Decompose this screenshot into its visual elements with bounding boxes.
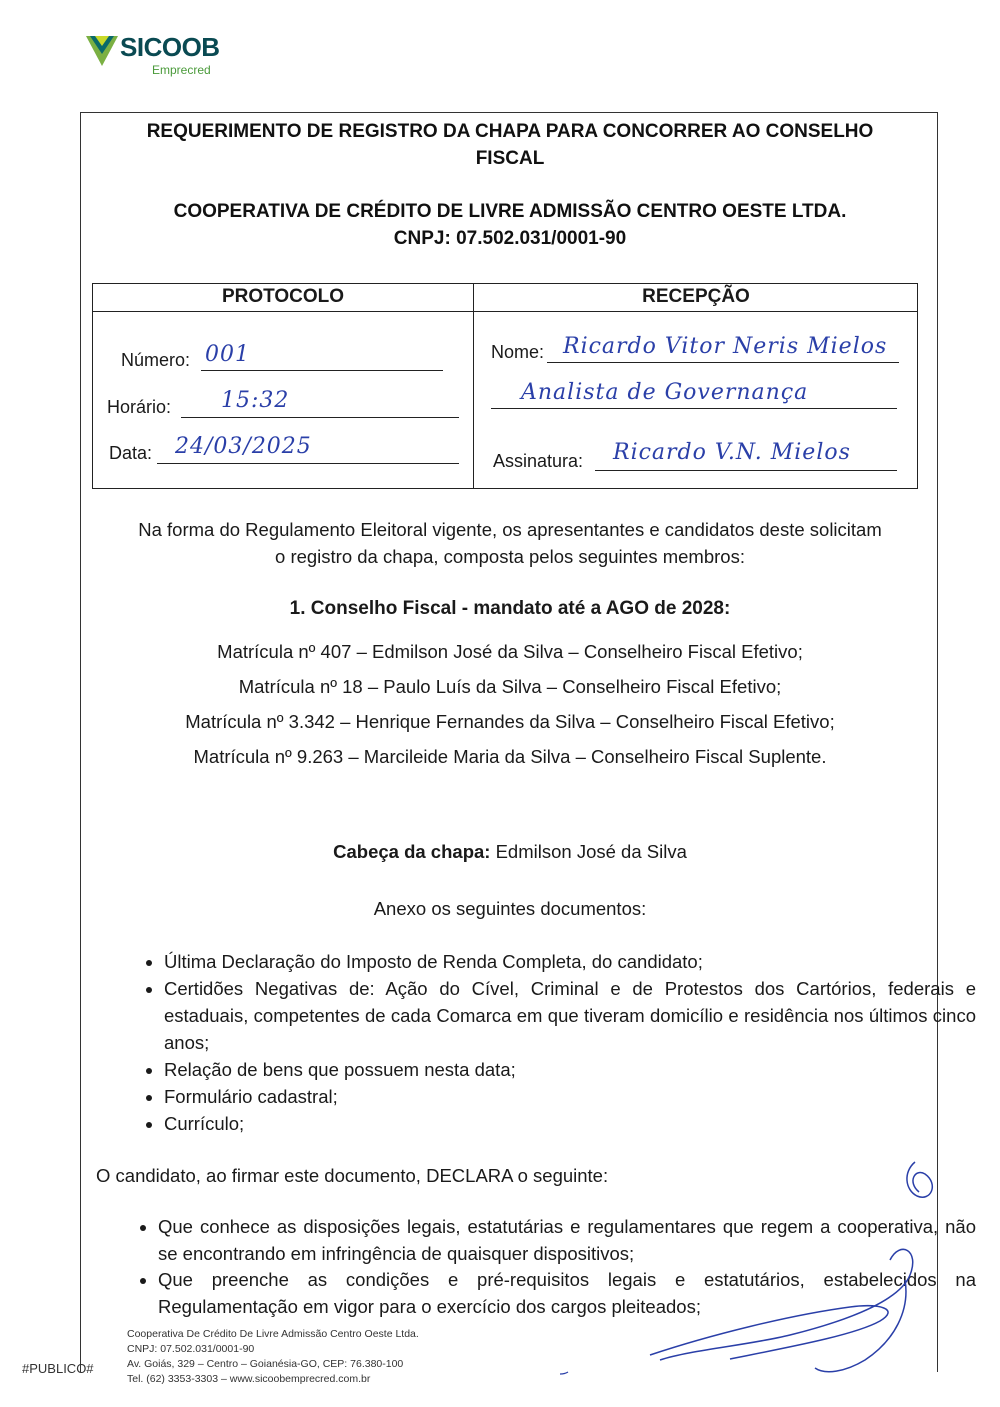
footer-line-3: Av. Goiás, 329 – Centro – Goianésia-GO, CEP: 76.380-100 xyxy=(127,1358,404,1370)
assinatura-label: Assinatura: xyxy=(493,451,584,471)
anexo-list xyxy=(124,948,976,1137)
horario-label: Horário: xyxy=(107,397,172,417)
numero-line xyxy=(201,370,443,371)
intro-line-1: Na forma do Regulamento Eleitoral vigente, os apresentantes e candidatos deste solicitam xyxy=(138,519,882,540)
sicoob-logo xyxy=(86,30,246,80)
footer-line-4: Tel. (62) 3353-3303 – www.sicoobemprecred.com.br xyxy=(127,1373,371,1385)
protocolo-header: PROTOCOLO xyxy=(221,286,345,307)
member-item: Matrícula nº 407 – Edmilson José da Silva – Conselheiro Fiscal Efetivo; xyxy=(217,641,803,662)
assinatura-line xyxy=(595,470,897,471)
cargo-line xyxy=(491,408,897,409)
title-line-2: FISCAL xyxy=(475,148,545,169)
horario-line xyxy=(181,417,459,418)
cabeca-chapa xyxy=(80,838,940,865)
anexo-item: • Formulário cadastral; xyxy=(164,1083,976,1110)
section-title: 1. Conselho Fiscal - mandato até a AGO de 2028: xyxy=(289,598,731,619)
publico-tag: #PUBLICO# xyxy=(22,1361,94,1376)
initials-signature xyxy=(560,1150,960,1400)
assinatura-value: Ricardo V.N. Mielos xyxy=(613,440,851,465)
horario-value: 15:32 xyxy=(221,388,290,413)
footer-line-1: Cooperativa De Crédito De Livre Admissão Centro Oeste Ltda. xyxy=(127,1328,419,1340)
title-line-1: REQUERIMENTO DE REGISTRO DA CHAPA PARA CONCORRER AO CONSELHO xyxy=(146,121,874,142)
member-item: Matrícula nº 18 – Paulo Luís da Silva – Conselheiro Fiscal Efetivo; xyxy=(238,676,782,697)
intro-paragraph xyxy=(80,516,940,570)
anexo-item: • Última Declaração do Imposto de Renda Completa, do candidato; xyxy=(164,948,976,975)
member-item: Matrícula nº 3.342 – Henrique Fernandes da Silva – Conselheiro Fiscal Efetivo; xyxy=(185,711,835,732)
data-value: 24/03/2025 xyxy=(175,434,312,459)
footer-address xyxy=(127,1327,419,1387)
anexo-item: • Relação de bens que possuem nesta data; xyxy=(164,1056,976,1083)
cabeca-value: Edmilson José da Silva xyxy=(495,841,687,862)
data-line xyxy=(157,463,459,464)
header-divider xyxy=(93,311,917,312)
cooperative-block xyxy=(80,198,940,252)
anexo-item: • Currículo; xyxy=(164,1110,976,1137)
recepcao-header: RECEPÇÃO xyxy=(642,286,750,307)
nome-value: Ricardo Vitor Neris Mielos xyxy=(563,334,888,359)
intro-line-2: o registro da chapa, composta pelos seguintes membros: xyxy=(275,546,745,567)
numero-label: Número: xyxy=(121,350,191,370)
cooperative-name: COOPERATIVA DE CRÉDITO DE LIVRE ADMISSÃO CENTRO OESTE LTDA. xyxy=(173,201,847,222)
footer-line-2: CNPJ: 07.502.031/0001-90 xyxy=(127,1343,255,1355)
logo-name: SICOOB xyxy=(120,32,220,62)
members-list xyxy=(80,634,940,774)
anexo-item: • Certidões Negativas de: Ação do Cível, Criminal e de Protestos dos Cartórios, federais e estaduais, competentes de cada Comarca em que tiveram domicílio e residência nos últimos cinco anos; xyxy=(164,975,976,1056)
protocol-table xyxy=(92,283,918,489)
anexo-heading: Anexo os seguintes documentos: xyxy=(373,898,647,919)
cargo-value: Analista de Governança xyxy=(521,380,809,405)
data-label: Data: xyxy=(109,443,153,463)
nome-label: Nome: xyxy=(491,342,545,362)
member-item: Matrícula nº 9.263 – Marcileide Maria da Silva – Conselheiro Fiscal Suplente. xyxy=(193,746,827,767)
cooperative-cnpj: CNPJ: 07.502.031/0001-90 xyxy=(393,228,627,249)
nome-line xyxy=(547,362,899,363)
declara-item: • Que conhece as disposições legais, estatutárias e regulamentares que regem a cooperativa, não se encontrando em infringência de quaisquer dispositivos; xyxy=(158,1214,976,1267)
declara-item: • Que preenche as condições e pré-requisitos legais e estatutários, estabelecidos na Regulamentação em vigor para o exercício dos cargos pleiteados; xyxy=(158,1267,976,1320)
logo-subtitle: Emprecred xyxy=(152,63,211,77)
sicoob-logo-icon xyxy=(86,34,118,68)
cabeca-label: Cabeça da chapa: xyxy=(333,841,491,862)
numero-value: 001 xyxy=(205,342,250,367)
declara-heading: O candidato, ao firmar este documento, DECLARA o seguinte: xyxy=(96,1165,609,1186)
column-divider xyxy=(473,284,474,488)
title-block xyxy=(80,118,940,172)
